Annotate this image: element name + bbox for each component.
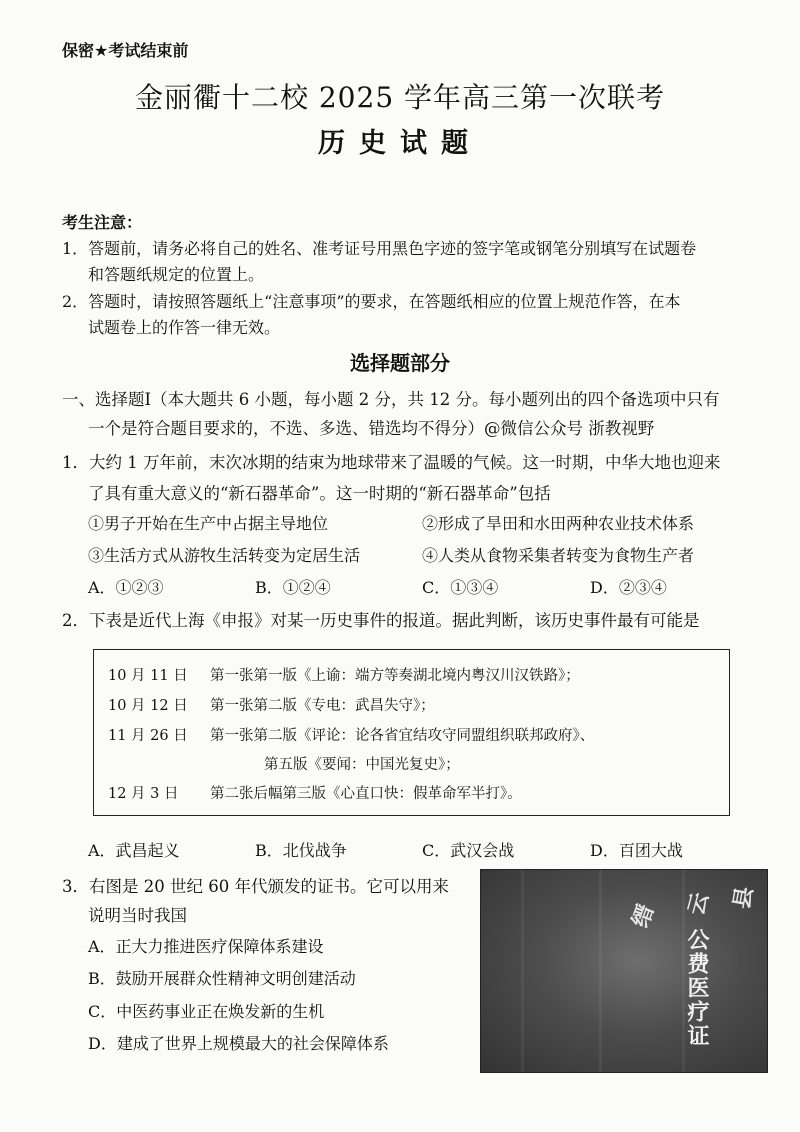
table-row-text: 第一张第二版《专电：武昌失守》； bbox=[210, 698, 435, 714]
section-intro-line-2: 一个是符合题目要求的，不选、多选、错选均不得分）@微信公众号 浙教视野 bbox=[88, 419, 655, 438]
q2-option-d: D．百团大战 bbox=[590, 841, 683, 860]
q1-option-b: B．①②④ bbox=[255, 578, 331, 597]
q3-stem-line-1: 3．右图是 20 世纪 60 年代颁发的证书。它可以用来 bbox=[62, 877, 449, 896]
q3-option-c: C．中医药事业正在焕发新的生机 bbox=[88, 1002, 325, 1021]
exam-title: 金丽衢十二校 2025 学年高三第一次联考 bbox=[134, 81, 666, 114]
exam-subtitle: 历史试题 bbox=[318, 128, 482, 159]
q2-option-a: A．武昌起义 bbox=[88, 841, 180, 860]
table-row bbox=[108, 724, 594, 745]
table-row-date: 10 月 12 日 bbox=[108, 698, 188, 714]
table-row-text: 第二张后幅第三版《心直口快：假革命军半打》。 bbox=[210, 786, 522, 802]
table-row-text: 第五版《要闻：中国光复史》； bbox=[264, 757, 460, 773]
q1-stem-line-1: 1．大约 1 万年前，末次冰期的结束为地球带来了温暖的气候。这一时期，中华大地也迎来 bbox=[62, 453, 721, 472]
q1-option-c: C．①③④ bbox=[422, 578, 499, 597]
q1-statement-2: ②形成了旱田和水田两种农业技术体系 bbox=[422, 514, 695, 533]
q1-stem-line-2: 了具有重大意义的“新石器革命”。这一时期的“新石器革命”包括 bbox=[88, 484, 551, 503]
q1-statement-1: ①男子开始在生产中占据主导地位 bbox=[88, 514, 329, 533]
q1-statement-3: ③生活方式从游牧生活转变为定居生活 bbox=[88, 546, 361, 565]
q3-option-d: D．建成了世界上规模最大的社会保障体系 bbox=[88, 1034, 389, 1053]
q3-stem-line-2: 说明当时我国 bbox=[88, 906, 187, 925]
table-row-date: 12 月 3 日 bbox=[108, 786, 179, 802]
table-row-date: 10 月 11 日 bbox=[108, 668, 188, 684]
table-row-text: 第一张第二版《评论：论各省宜结攻守同盟组织联邦政府》、 bbox=[210, 728, 595, 744]
photo-char: 缙 bbox=[628, 901, 660, 931]
q2-news-table bbox=[93, 649, 730, 816]
q2-option-c: C．武汉会战 bbox=[422, 841, 515, 860]
table-row bbox=[108, 782, 522, 803]
notes-heading: 考生注意： bbox=[62, 213, 143, 232]
q1-option-a: A．①②③ bbox=[88, 578, 164, 597]
q3-option-b: B．鼓励开展群众性精神文明创建活动 bbox=[88, 969, 356, 988]
q2-option-b: B．北伐战争 bbox=[255, 841, 347, 860]
table-row-date: 11 月 26 日 bbox=[108, 728, 188, 744]
q1-statement-4: ④人类从食物采集者转变为食物生产者 bbox=[422, 546, 695, 565]
note-2-line-1: 2．答题时，请按照答题纸上“注意事项”的要求，在答题纸相应的位置上规范作答，在本 bbox=[62, 292, 681, 311]
confidential-label: 保密★考试结束前 bbox=[62, 41, 189, 60]
table-row bbox=[108, 694, 435, 715]
q1-option-d: D．②③④ bbox=[590, 578, 667, 597]
table-row bbox=[108, 664, 580, 685]
note-1-line-2: 和答题纸规定的位置上。 bbox=[88, 265, 265, 284]
q2-stem: 2．下表是近代上海《申报》对某一历史事件的报道。据此判断，该历史事件最有可能是 bbox=[62, 611, 700, 630]
q3-option-a: A．正大力推进医疗保障体系建设 bbox=[88, 937, 324, 956]
photo-char: 县 bbox=[729, 884, 759, 911]
photo-char: 云 bbox=[684, 890, 714, 918]
note-2-line-2: 试题卷上的作答一律无效。 bbox=[88, 318, 281, 337]
medical-certificate-photo bbox=[480, 869, 768, 1073]
table-row bbox=[108, 753, 460, 774]
note-1-line-1: 1．答题前，请务必将自己的姓名、准考证号用黑色字迹的签字笔或钢笔分别填写在试题卷 bbox=[62, 239, 697, 258]
section-title: 选择题部分 bbox=[350, 351, 450, 375]
photo-certificate-title: 公费医疗证 bbox=[684, 928, 709, 1048]
table-row-text: 第一张第一版《上谕：端方等奏湖北境内粤汉川汉铁路》； bbox=[210, 668, 580, 684]
section-intro-line-1: 一、选择题Ⅰ（本大题共 6 小题，每小题 2 分，共 12 分。每小题列出的四个备选项中只有 bbox=[62, 390, 720, 409]
